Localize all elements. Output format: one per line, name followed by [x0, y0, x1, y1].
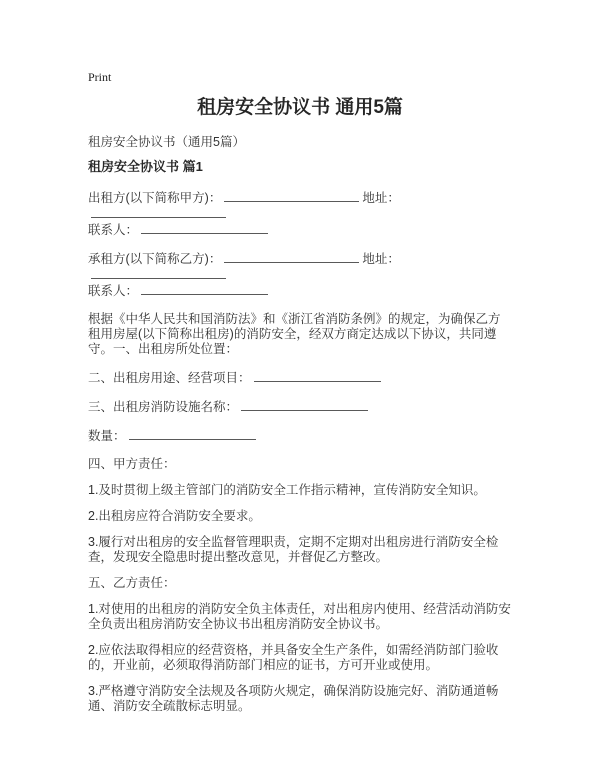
quantity-blank-line	[129, 428, 256, 440]
facility-blank-line	[241, 399, 368, 411]
quantity-row	[88, 428, 512, 444]
intro-paragraph: 根据《中华人民共和国消防法》和《浙江省消防条例》的规定，为确保乙方租用房屋(以下简称出租房)的消防安全，经双方商定达成以下协议，共同遵守。一、出租房所处位置：	[88, 312, 501, 356]
party-b-duties-heading: 五、乙方责任：	[88, 576, 176, 590]
document-subtitle: 租房安全协议书（通用5篇）	[88, 135, 245, 149]
article-1-heading: 租房安全协议书 篇1	[88, 159, 203, 174]
party-b-duty-3: 3.严格遵守消防安全法规及各项防火规定，确保消防设施完好、消防通道畅通、消防安全疏散标志明显。	[88, 684, 499, 713]
party-a-duties-heading: 四、甲方责任：	[88, 457, 176, 471]
facility-row	[88, 399, 512, 415]
quantity-label: 数量：	[88, 429, 126, 443]
lessee-name-blank-line	[224, 251, 359, 263]
usage-label: 二、出租房用途、经营项目：	[88, 371, 251, 385]
lessor-contact-label: 联系人：	[88, 223, 139, 237]
usage-row	[88, 370, 512, 386]
lessee-address-blank-line	[91, 267, 226, 279]
lessee-info-row	[88, 251, 512, 299]
party-b-duty-1: 1.对使用的出租房的消防安全负主体责任，对出租房内使用、经营活动消防安全负责出租房消防安全协议书出租房消防安全协议书。	[88, 602, 511, 631]
lessor-name-blank-line	[224, 190, 359, 202]
party-a-duty-1: 1.及时贯彻上级主管部门的消防安全工作指示精神，宣传消防安全知识。	[88, 483, 486, 497]
facility-label: 三、出租房消防设施名称：	[88, 400, 239, 414]
lessee-address-label: 地址：	[362, 252, 400, 266]
lessor-contact-blank-line	[141, 222, 268, 234]
lessor-info-row	[88, 190, 512, 238]
lessee-label: 承租方(以下简称乙方)：	[88, 252, 222, 266]
lessor-label: 出租方(以下简称甲方)：	[88, 191, 222, 205]
print-link[interactable]: Print	[88, 70, 112, 84]
page-title: 租房安全协议书 通用5篇	[197, 97, 403, 118]
party-a-duty-2: 2.出租房应符合消防安全要求。	[88, 509, 261, 523]
party-b-duty-2: 2.应依法取得相应的经营资格，并具备安全生产条件，如需经消防部门验收的，开业前，必须取得消防部门相应的证书，方可开业或使用。	[88, 643, 499, 672]
lessee-contact-blank-line	[141, 283, 268, 295]
lessor-address-label: 地址：	[362, 191, 400, 205]
usage-blank-line	[254, 370, 381, 382]
lessor-address-blank-line	[91, 206, 226, 218]
lessee-contact-label: 联系人：	[88, 284, 139, 298]
party-a-duty-3: 3.履行对出租房的安全监督管理职责，定期不定期对出租房进行消防安全检查，发现安全隐患时提出整改意见，并督促乙方整改。	[88, 535, 499, 564]
